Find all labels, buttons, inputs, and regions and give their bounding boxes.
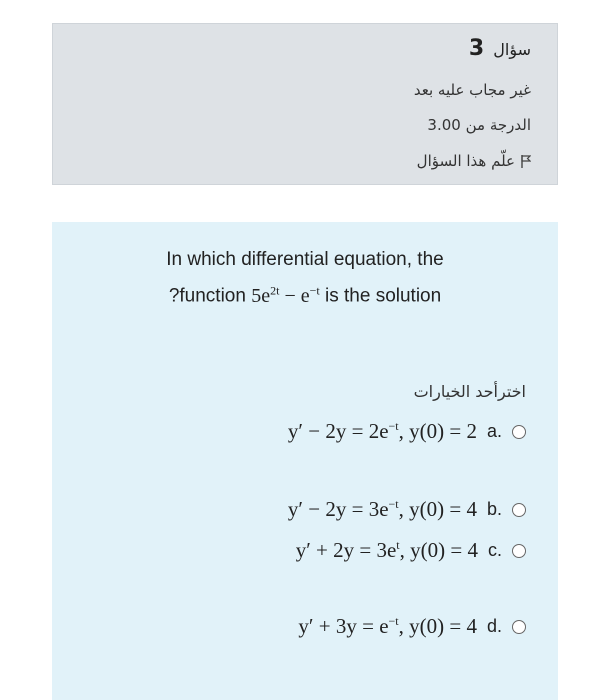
answer-option-b[interactable]: [288, 497, 526, 522]
answer-d-equation: $y' + 3y = e^{-t}$, y(0) = 4: [298, 614, 477, 638]
answer-b-radio[interactable]: [512, 503, 526, 517]
flag-question-button[interactable]: [417, 152, 531, 170]
question-info-panel: [52, 23, 558, 185]
question-number: 3: [468, 36, 485, 61]
answer-a-radio[interactable]: [512, 425, 526, 439]
answer-option-a[interactable]: [288, 419, 526, 444]
flag-icon: [521, 155, 531, 168]
answer-option-c[interactable]: [296, 538, 526, 563]
solution-function: $5e^{2t} - e^{-t}$: [251, 283, 320, 307]
answer-d-letter: d.: [486, 616, 502, 636]
answer-c-radio[interactable]: [512, 544, 526, 558]
choose-one-prompt: اخترأحد الخيارات: [413, 382, 526, 401]
question-line-1: In which differential equation, the: [166, 249, 444, 270]
answer-option-d[interactable]: [298, 614, 526, 639]
answer-d-radio[interactable]: [512, 620, 526, 634]
answer-a-letter: a.: [486, 421, 502, 441]
question-number-label: [469, 36, 531, 61]
question-label-text: سؤال: [493, 40, 531, 59]
question-line-2-prefix: ?function: [168, 285, 246, 307]
answer-b-letter: b.: [486, 499, 502, 519]
question-grade: الدرجة من 3.00: [427, 116, 531, 134]
question-content-panel: [52, 222, 558, 700]
answer-c-letter: c.: [487, 540, 502, 560]
answer-a-equation: $y' - 2y = 2e^{-t}$, y(0) = 2: [287, 419, 477, 443]
question-line-2: [52, 275, 558, 312]
question-state: غير مجاب عليه بعد: [413, 81, 531, 99]
question-text: [52, 244, 558, 312]
question-line-2-suffix: is the solution: [325, 285, 442, 307]
answer-c-equation: $y' + 2y = 3e^t$, y(0) = 4: [295, 538, 478, 562]
flag-question-label: علّم هذا السؤال: [416, 152, 515, 170]
answer-b-equation: $y' - 2y = 3e^{-t}$, y(0) = 4: [287, 497, 477, 521]
